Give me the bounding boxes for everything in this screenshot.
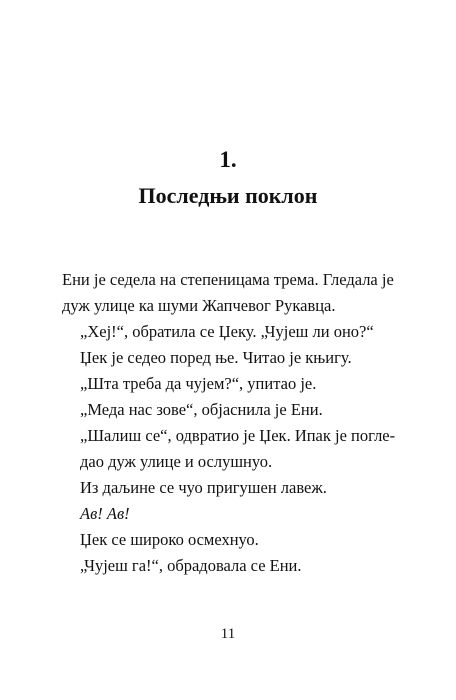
page-number: 11: [220, 626, 236, 642]
text-line: „Чујеш га!“, обрадовала се Ени.: [80, 556, 302, 575]
text-line-italic: Ав! Ав!: [80, 504, 130, 523]
text-line: „Меда нас зове“, објаснила је Ени.: [80, 400, 323, 419]
text-line: „Шта треба да чујем?“, упитао је.: [80, 374, 317, 393]
text-line: Џек је седео поред ње. Читао је књигу.: [80, 348, 352, 367]
text-line: Џек се широко осмехнуо.: [80, 530, 259, 549]
text-line: дао дуж улице и ослушнуо.: [80, 452, 273, 471]
text-line: Ени је седела на степеницама трема. Гледала је: [62, 270, 394, 289]
text-line: Из даљине се чуо пригушен лавеж.: [80, 478, 327, 497]
chapter-title: Последњи поклон: [138, 183, 318, 208]
text-line: „Хеј!“, обратила се Џеку. „Чујеш ли оно?“: [80, 322, 374, 341]
text-line: дуж улице ка шуми Жапчевог Рукавца.: [62, 296, 336, 315]
text-line: „Шалиш се“, одвратио је Џек. Ипак је погле-: [80, 426, 396, 445]
chapter-number: 1.: [219, 147, 237, 172]
chapter-body: [62, 267, 402, 579]
